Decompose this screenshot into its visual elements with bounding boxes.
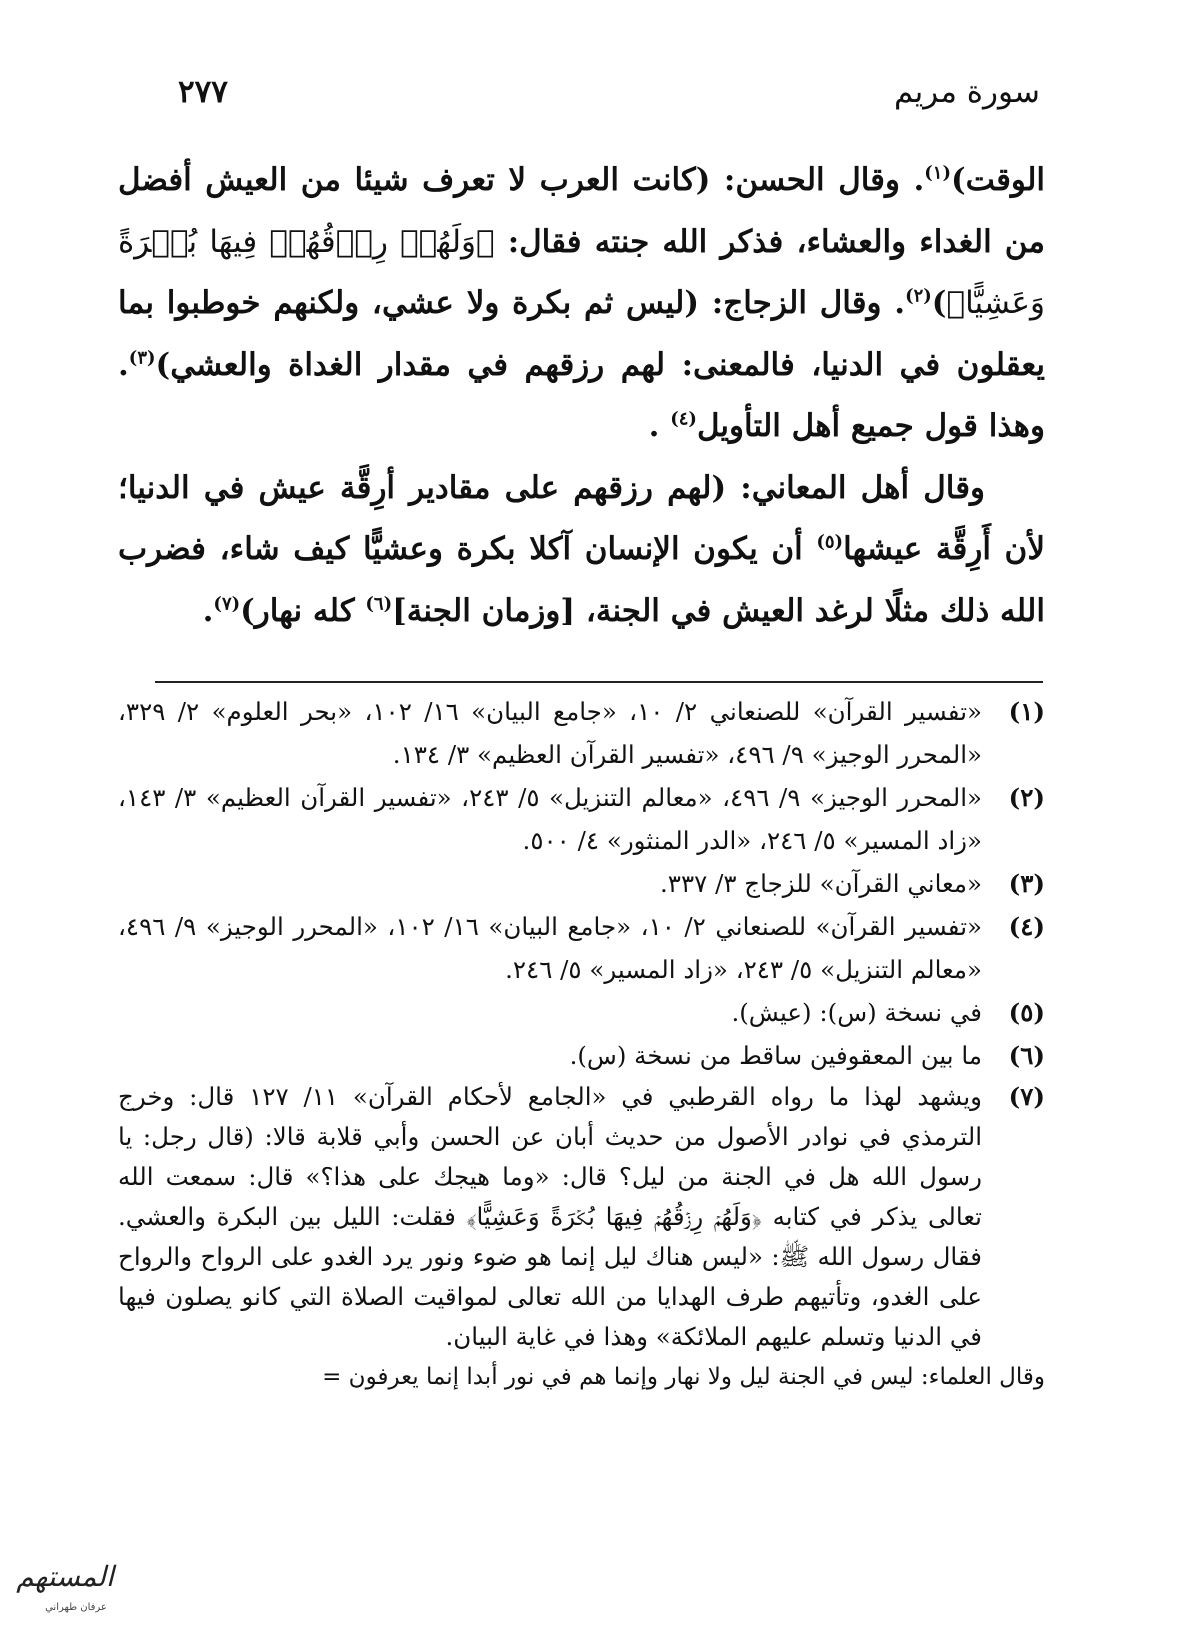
- footnote-item: [118, 991, 1045, 1034]
- footnote-item: [118, 776, 1045, 862]
- text-run: الوقت): [951, 162, 1045, 198]
- footnote-ref: (٤): [670, 408, 697, 430]
- footnote-ref: (٧): [213, 593, 241, 615]
- footnote-ref: (١): [924, 162, 951, 184]
- footnote-text: ما بين المعقوفين ساقط من نسخة (س).: [569, 1041, 982, 1070]
- footnotes: [118, 690, 1045, 1397]
- footnote-number: (١): [1008, 697, 1045, 726]
- footnote-item: [118, 905, 1045, 991]
- footnote-text: ويشهد لهذا ما رواه القرطبي في «الجامع لأحكام القرآن» ١١/ ١٢٧ قال: وخرج الترمذي في نوادر الأصول من حديث أبان عن الحسن وأبي قلابة قالا: (قال رجل: يا رسول الله هل في الجنة من ليل؟ قال: «وما هيجك على هذا؟» قال: سمعت الله تعالى يذكر في كتابه ﴿وَلَهُمۡ رِزۡقُهُمۡ فِيهَا بُكۡرَةً وَعَشِيًّا﴾ فقلت: الليل بين البكرة والعشي. فقال رسول الله ﷺ: «ليس هناك ليل إنما هو ضوء ونور يرد الغدو على الرواح والرواح على الغدو، وتأتيهم طرف الهدايا من الله تعالى لمواقيت الصلاة التي كانو يصلون فيها في الدنيا وتسلم عليهم الملائكة» وهذا في غاية البيان.: [118, 1082, 983, 1351]
- text-run: كله نهار): [240, 592, 366, 629]
- text-run: ): [931, 285, 947, 321]
- footnote-text: «معاني القرآن» للزجاج ٣/ ٣٣٧.: [660, 869, 982, 898]
- footnote-ref: (٥): [816, 531, 844, 553]
- footnote-text: في نسخة (س): (عيش).: [731, 998, 982, 1027]
- footnote-item: [118, 1034, 1045, 1077]
- text-run: أن يكون الإنسان آكلا بكرة وعشيًّا كيف شاء، فضرب الله ذلك مثلًا لرغد العيش في الجنة، [وزمان الجنة]: [118, 531, 1045, 629]
- footnote-text: «تفسير القرآن» للصنعاني ٢/ ١٠، «جامع البيان» ١٦/ ١٠٢، «المحرر الوجيز» ٩/ ٤٩٦، «معالم التنزيل» ٥/ ٢٤٣، «زاد المسير» ٥/ ٢٤٦.: [118, 912, 983, 984]
- footnote-ref: (٢): [905, 285, 932, 307]
- text-run: . وقال الزجاج: (ليس ثم بكرة ولا عشي، ولكنهم خوطبوا بما يعقلون في الدنيا، فالمعنى: لهم رزقهم في مقدار الغداة والعشي): [118, 285, 1045, 383]
- footnote-number: (٣): [1008, 869, 1045, 898]
- main-text: [118, 150, 1045, 642]
- paragraph-1: [118, 150, 1045, 458]
- footnote-number: (٤): [1008, 912, 1045, 941]
- footnote-number: (٧): [1008, 1082, 1045, 1111]
- footnote-number: (٥): [1008, 998, 1045, 1027]
- footnote-ref: (٦): [365, 593, 393, 615]
- text-run: .: [202, 592, 214, 629]
- logo-subtext: عرفان طهراني: [45, 1602, 107, 1613]
- text-run: وقال أهل المعاني: (لهم رزقهم على مقادير أرِقَّة عيش في الدنيا؛ لأن أَرِقَّة عيشها: [118, 469, 1046, 567]
- text-run: . وقال الحسن: (كانت العرب لا تعرف شيئا من العيش أفضل من الغداء والعشاء، فذكر الله جنته فقال:: [118, 162, 1045, 260]
- footnote-item: [118, 690, 1045, 776]
- footnote-number: (٢): [1008, 783, 1045, 812]
- footnote-text: «تفسير القرآن» للصنعاني ٢/ ١٠، «جامع البيان» ١٦/ ١٠٢، «بحر العلوم» ٢/ ٣٢٩، «المحرر الوجيز» ٩/ ٤٩٦، «تفسير القرآن العظيم» ٣/ ١٣٤.: [118, 697, 982, 769]
- logo-text: المستهم: [16, 1560, 114, 1593]
- footnote-text: «المحرر الوجيز» ٩/ ٤٩٦، «معالم التنزيل» ٥/ ٢٤٣، «تفسير القرآن العظيم» ٣/ ١٤٣، «زاد المسير» ٥/ ٢٤٦، «الدر المنثور» ٤/ ٥٠٠.: [118, 783, 983, 855]
- page-number: ٢٧٧: [178, 74, 228, 110]
- footnote-number: (٦): [1008, 1041, 1045, 1070]
- footnote-ref: (٣): [128, 347, 156, 369]
- quran-verse: ﴿وَلَهُمۡ رِزۡقُهُمۡ فِيهَا بُكۡرَةً وَعَشِيًّا﴾: [118, 223, 1045, 321]
- text-run: .: [648, 408, 671, 444]
- footnote-item: [118, 1077, 1045, 1357]
- page-header: [120, 74, 1040, 134]
- footnote-continuation: وقال العلماء: ليس في الجنة ليل ولا نهار وإنما هم في نور أبدا إنما يعرفون =: [322, 1364, 1045, 1390]
- surah-title: سورة مريم: [893, 74, 1040, 110]
- publisher-logo: [6, 1548, 124, 1620]
- text-run: . وهذا قول جميع أهل التأويل: [118, 346, 1045, 444]
- paragraph-2: [118, 458, 1045, 643]
- footnote-item: [118, 862, 1045, 905]
- footnote-divider: [155, 681, 1043, 683]
